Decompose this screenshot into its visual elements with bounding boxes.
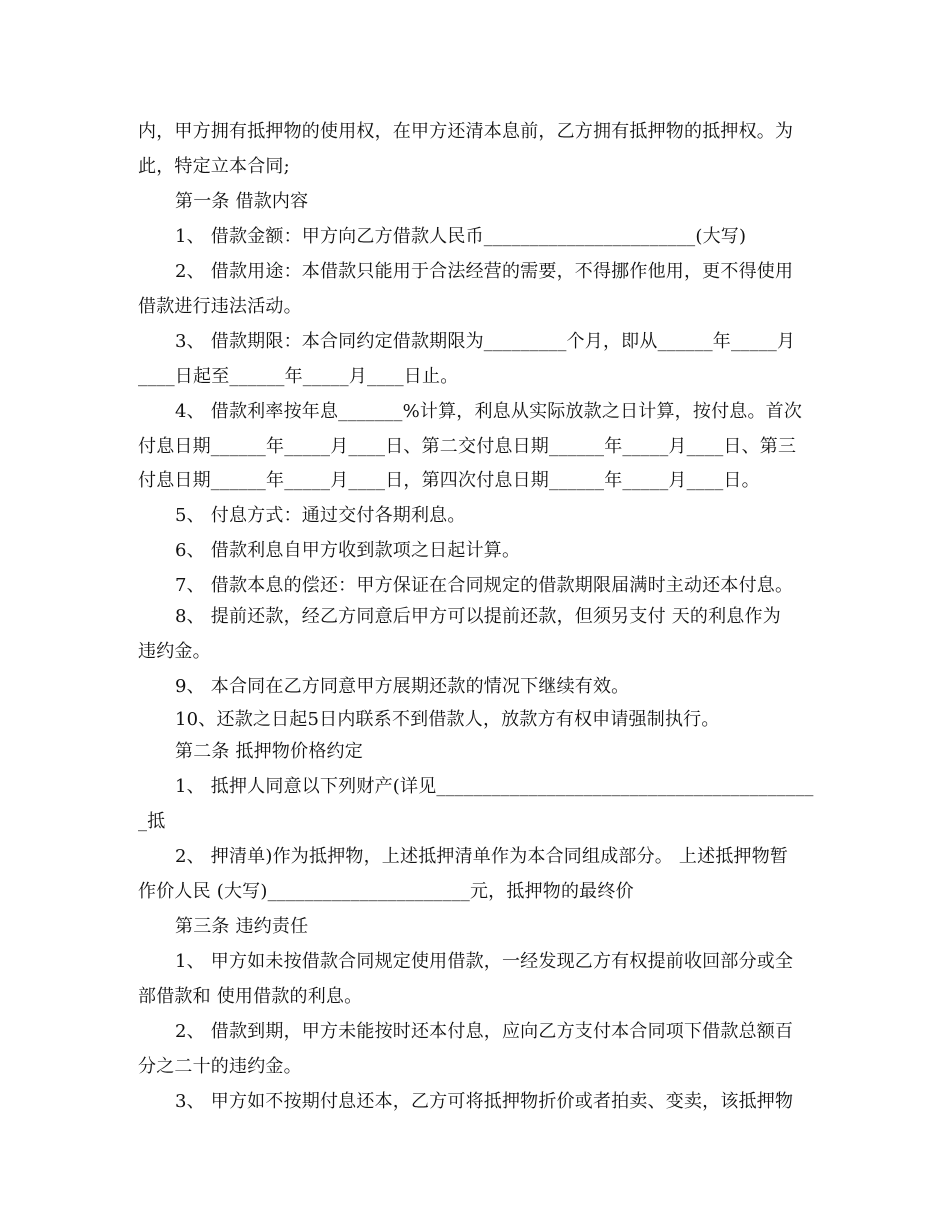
paragraph-line: _抵	[138, 811, 166, 832]
paragraph-line: 付息日期______年_____月____日、第二交付息日期______年_____月____日、第三	[138, 436, 797, 457]
paragraph-line: 部借款和 使用借款的利息。	[138, 986, 363, 1007]
clause-line: 2、 押清单)作为抵押物，上述抵押清单作为本合同组成部分。 上述抵押物暂	[175, 846, 789, 867]
clause-line: 3、 甲方如不按期付息还本，乙方可将抵押物折价或者拍卖、变卖，该抵押物	[175, 1091, 794, 1112]
clause-line: 7、 借款本息的偿还：甲方保证在合同规定的借款期限届满时主动还本付息。	[175, 575, 794, 596]
clause-line: 5、 付息方式：通过交付各期利息。	[175, 505, 466, 526]
clause-line: 1、 借款金额：甲方向乙方借款人民币_______________________(大写)	[175, 226, 747, 247]
paragraph-line: 违约金。	[138, 641, 211, 662]
paragraph-line: 此，特定立本合同;	[138, 156, 290, 177]
clause-line: 1、 甲方如未按借款合同规定使用借款，一经发现乙方有权提前收回部分或全	[175, 951, 794, 972]
paragraph-line: 内，甲方拥有抵押物的使用权，在甲方还清本息前，乙方拥有抵押物的抵押权。为	[138, 121, 794, 142]
clause-line: 2、 借款到期，甲方未能按时还本付息，应向乙方支付本合同项下借款总额百	[175, 1021, 794, 1042]
paragraph-line: ____日起至______年_____月____日止。	[138, 366, 459, 387]
article-heading: 第三条 违约责任	[175, 916, 309, 937]
clause-line: 9、 本合同在乙方同意甲方展期还款的情况下继续有效。	[175, 676, 630, 697]
paragraph-line: 借款进行违法活动。	[138, 296, 302, 317]
clause-line: 1、 抵押人同意以下列财产(详见_________________________________________	[175, 776, 814, 797]
paragraph-line: 分之二十的违约金。	[138, 1056, 302, 1077]
clause-line: 10、还款之日起5日内联系不到借款人，放款方有权申请强制执行。	[175, 709, 720, 730]
paragraph-line: 作价人民 (大写)______________________元，抵押物的最终价	[138, 881, 634, 902]
clause-line: 2、 借款用途：本借款只能用于合法经营的需要，不得挪作他用，更不得使用	[175, 261, 794, 282]
article-heading: 第一条 借款内容	[175, 191, 309, 212]
clause-line: 8、 提前还款，经乙方同意后甲方可以提前还款，但须另支付 天的利息作为	[175, 606, 781, 627]
clause-line: 4、 借款利率按年息_______%计算，利息从实际放款之日计算，按付息。首次	[175, 401, 803, 422]
clause-line: 6、 借款利息自甲方收到款项之日起计算。	[175, 540, 521, 561]
clause-line: 3、 借款期限：本合同约定借款期限为_________个月，即从______年_____月	[175, 331, 796, 352]
paragraph-line: 付息日期______年_____月____日，第四次付息日期______年_____月____日。	[138, 470, 760, 491]
article-heading: 第二条 抵押物价格约定	[175, 741, 363, 762]
